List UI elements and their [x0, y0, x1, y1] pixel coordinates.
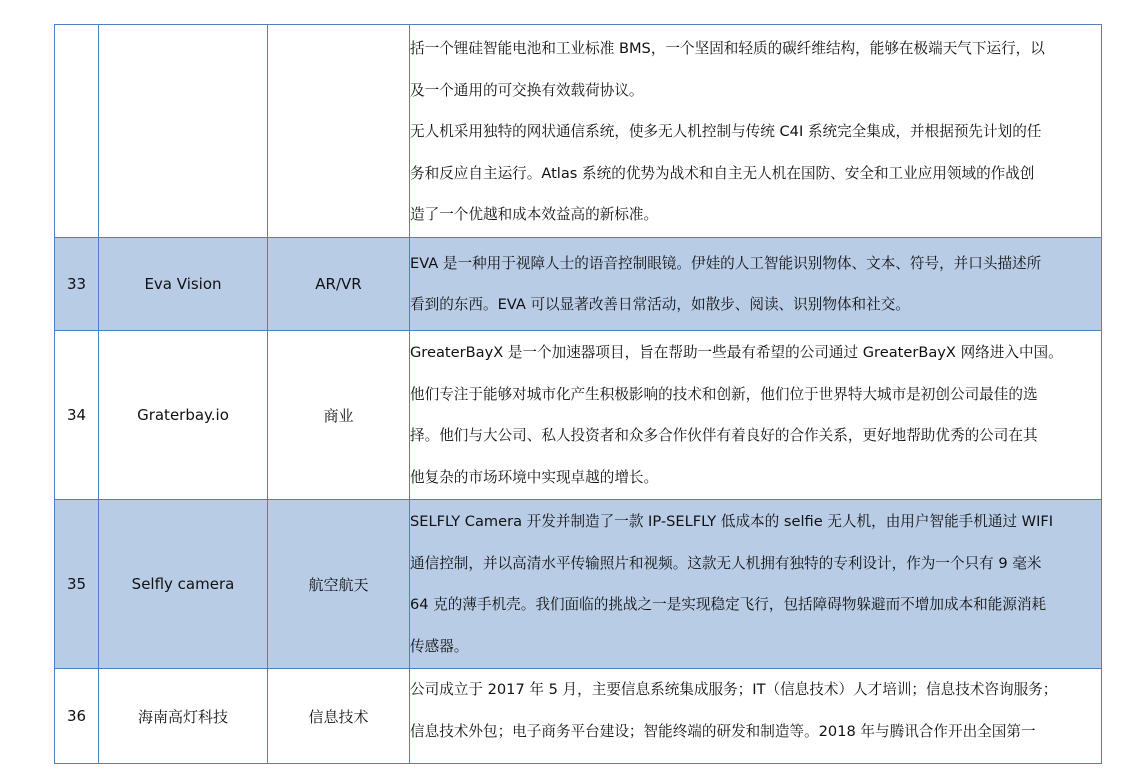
table-row	[55, 238, 1102, 331]
description-line: 括一个锂硅智能电池和工业标准 BMS，一个坚固和轻质的碳纤维结构，能够在极端天气下运行，以	[410, 40, 1045, 57]
description-line: SELFLY Camera 开发并制造了一款 IP-SELFLY 低成本的 selfie 无人机，由用户智能手机通过 WIFI	[410, 513, 1054, 530]
description-line: 择。他们与大公司、私人投资者和众多合作伙伴有着良好的合作关系，更好地帮助优秀的公司在其	[410, 427, 1038, 444]
company-name: 海南高灯科技	[99, 669, 268, 764]
row-number: 34	[55, 331, 99, 500]
description-line: 他复杂的市场环境中实现卓越的增长。	[410, 468, 659, 486]
company-description	[410, 25, 1102, 238]
description-line: 务和反应自主运行。Atlas 系统的优势为战术和自主无人机在国防、安全和工业应用领域的作战创	[410, 164, 1035, 182]
company-category: 信息技术	[268, 669, 410, 764]
company-name: Graterbay.io	[99, 331, 268, 500]
company-description	[410, 331, 1102, 500]
description-line: 64 克的薄手机壳。我们面临的挑战之一是实现稳定飞行，包括障碍物躲避而不增加成本和能源消耗	[410, 596, 1047, 613]
company-table	[54, 24, 1102, 764]
row-number: 35	[55, 500, 99, 669]
description-line: 造了一个优越和成本效益高的新标准。	[410, 206, 659, 223]
table-row	[55, 500, 1102, 669]
row-number: 33	[55, 238, 99, 331]
table-row	[55, 669, 1102, 764]
row-number: 36	[55, 669, 99, 764]
company-name: Selfly camera	[99, 500, 268, 669]
company-category	[268, 25, 410, 238]
company-name: Eva Vision	[99, 238, 268, 331]
description-line: 公司成立于 2017 年 5 月，主要信息系统集成服务；IT（信息技术）人才培训；信息技术咨询服务；	[410, 681, 1058, 698]
company-name	[99, 25, 268, 238]
description-line: 看到的东西。EVA 可以显著改善日常活动，如散步、阅读、识别物体和社交。	[410, 296, 910, 313]
description-line: 信息技术外包；电子商务平台建设；智能终端的研发和制造等。2018 年与腾讯合作开出全国第一	[410, 722, 1036, 740]
row-number	[55, 25, 99, 238]
company-description	[410, 238, 1102, 331]
description-line: EVA 是一种用于视障人士的语音控制眼镜。伊娃的人工智能识别物体、文本、符号，并口头描述所	[410, 254, 1042, 272]
table-row	[55, 25, 1102, 238]
description-line: 无人机采用独特的网状通信系统，使多无人机控制与传统 C4I 系统完全集成，并根据预先计划的任	[410, 123, 1042, 140]
company-category: AR/VR	[268, 238, 410, 331]
description-line: GreaterBayX 是一个加速器项目，旨在帮助一些最有希望的公司通过 GreaterBayX 网络进入中国。	[410, 344, 1063, 361]
company-category: 商业	[268, 331, 410, 500]
description-line: 传感器。	[410, 637, 469, 655]
company-category: 航空航天	[268, 500, 410, 669]
company-description	[410, 500, 1102, 669]
description-line: 他们专注于能够对城市化产生积极影响的技术和创新，他们位于世界特大城市是初创公司最佳的选	[410, 385, 1038, 403]
description-line: 通信控制，并以高清水平传输照片和视频。这款无人机拥有独特的专利设计，作为一个只有 9 毫米	[410, 554, 1042, 572]
company-description	[410, 669, 1102, 764]
description-line: 及一个通用的可交换有效载荷协议。	[410, 81, 644, 99]
table-row	[55, 331, 1102, 500]
